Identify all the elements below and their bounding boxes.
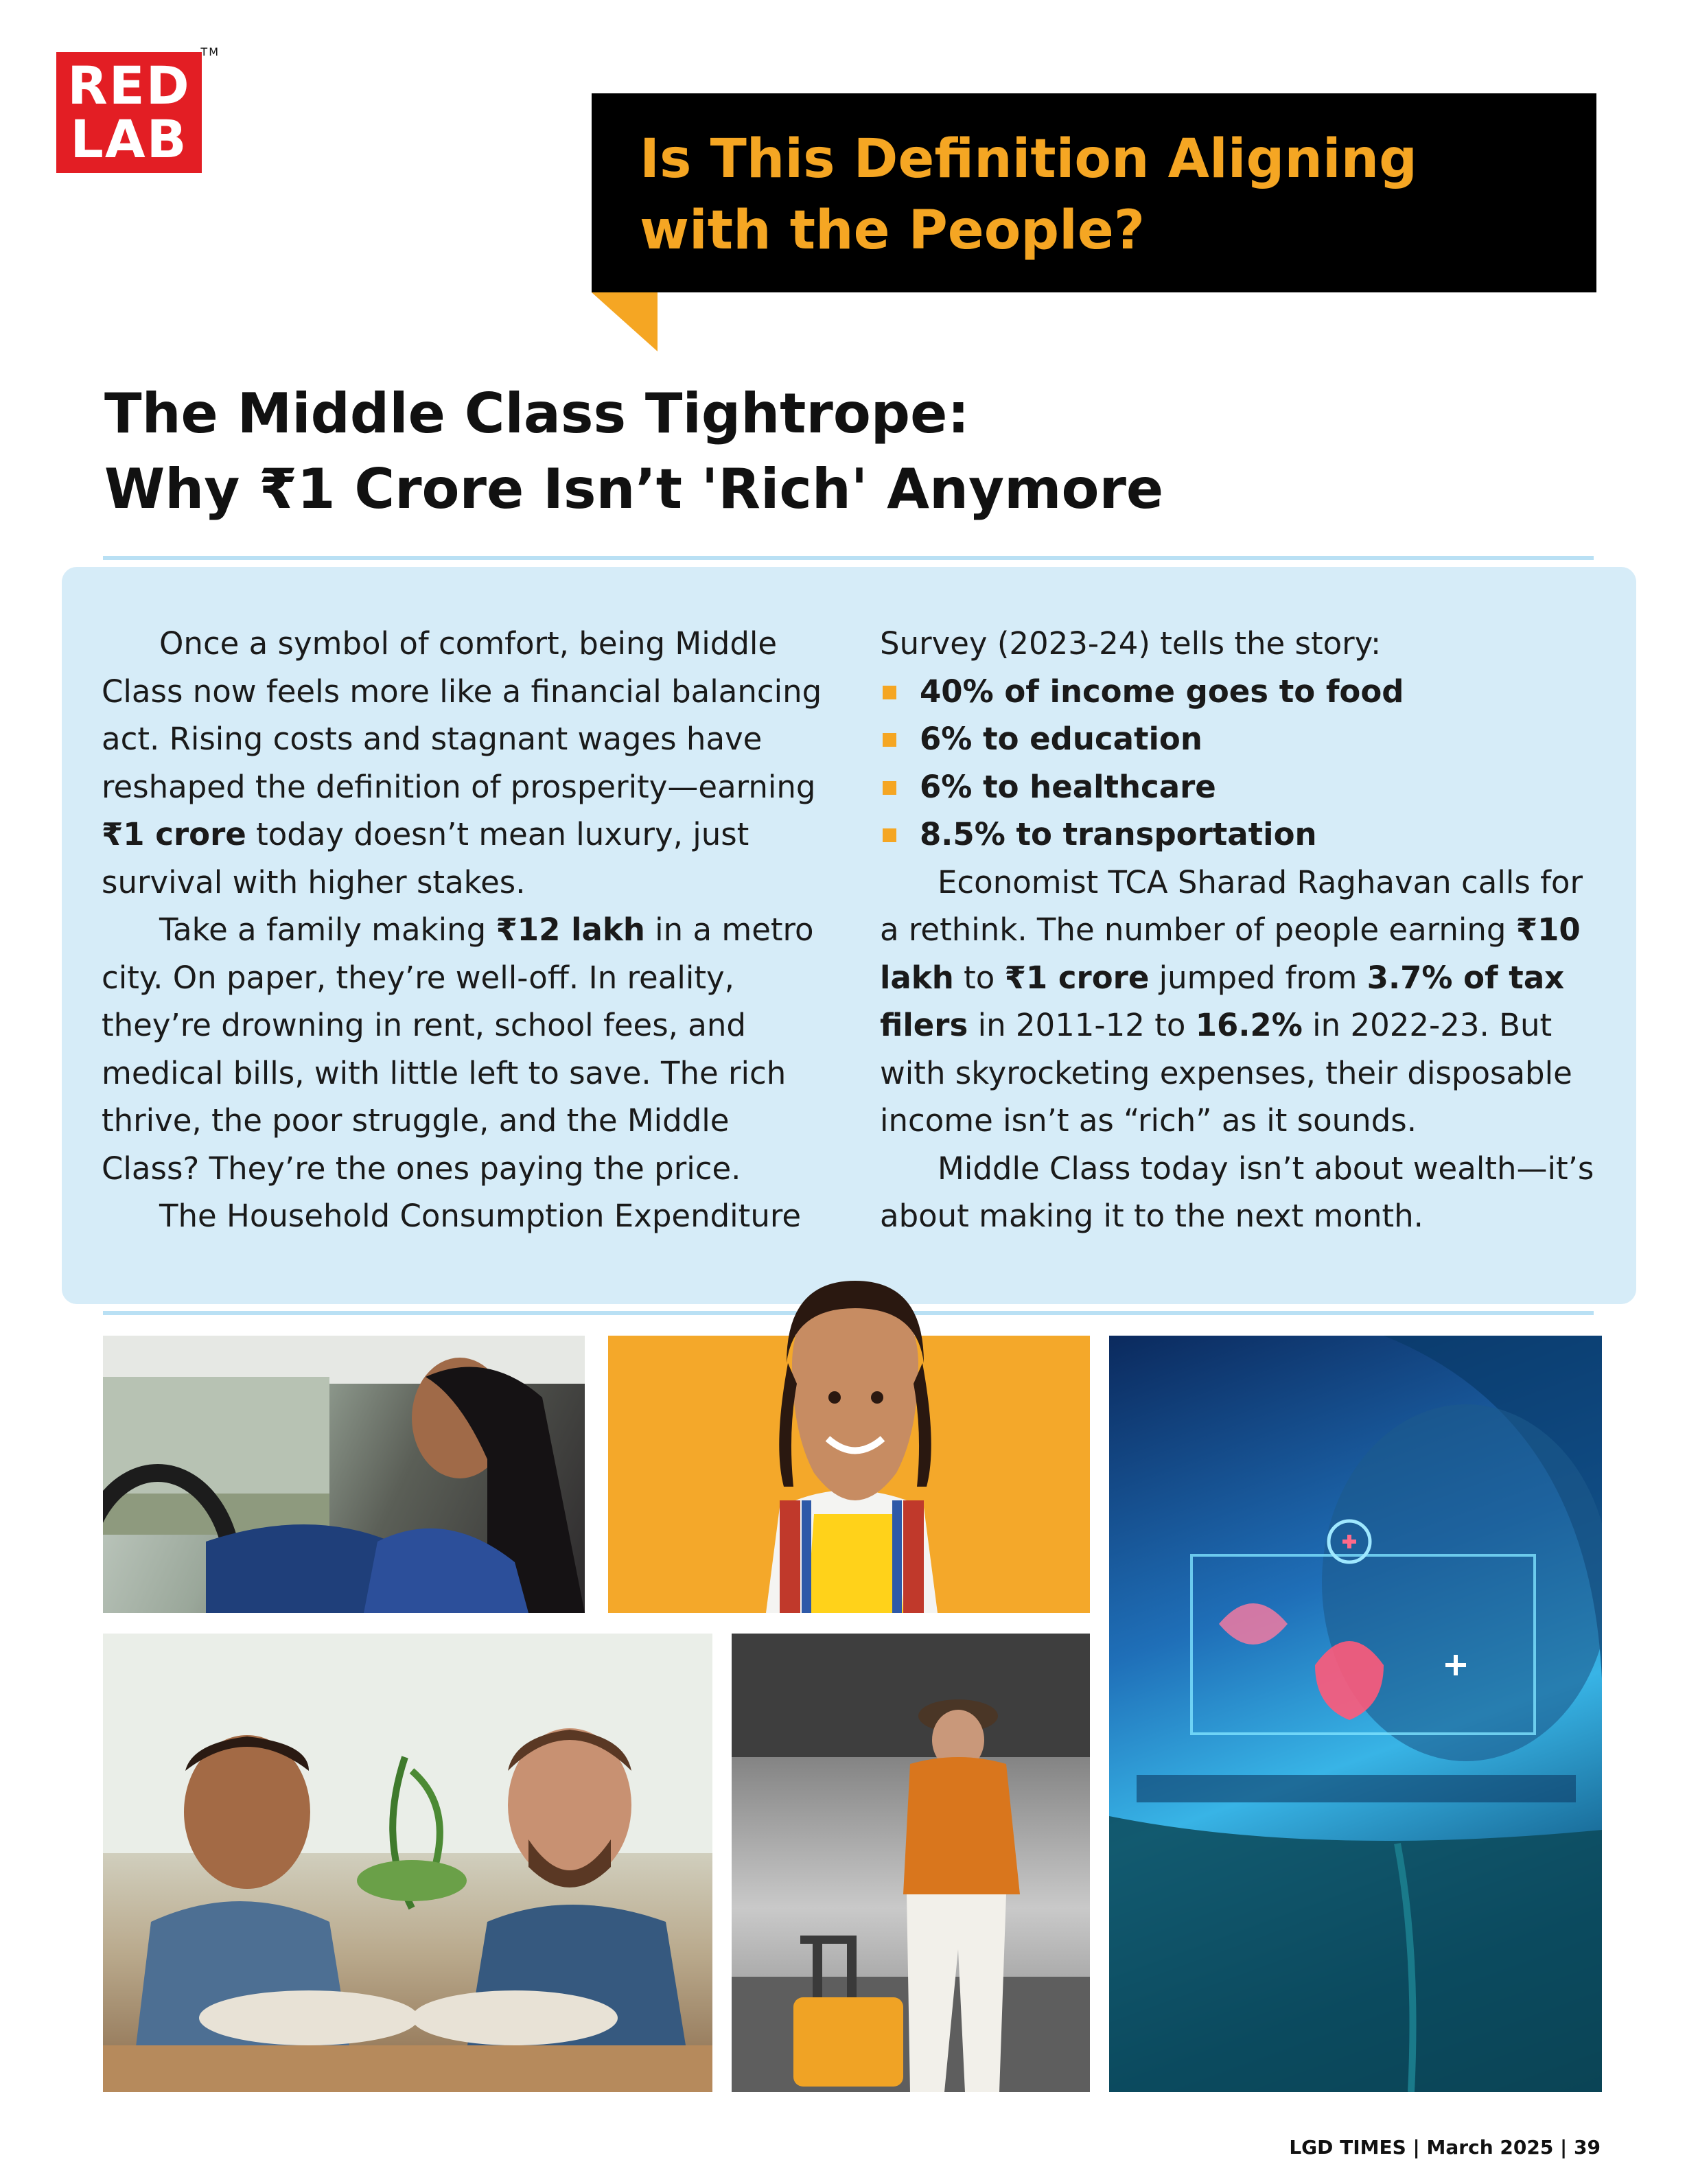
photo-medical-technology <box>1109 1336 1602 2092</box>
logo-line-2: LAB <box>70 108 188 170</box>
headline-line-1: The Middle Class Tightrope: <box>104 382 970 445</box>
paragraph-2: Take a family making ₹12 lakh in a metro city. On paper, they’re well-off. In reality, they’re drowning in rent, school fees, and medical bills, with little left to save. The rich thrive, the poor struggle, and the Middle Class? They’re the ones paying the price. <box>102 911 814 1187</box>
article-column-right <box>880 620 1601 1240</box>
article-column-left <box>102 620 829 1240</box>
top-divider <box>103 556 1594 560</box>
photo-men-dining <box>103 1634 712 2092</box>
list-item: 6% to healthcare <box>880 763 1601 811</box>
brand-logo <box>56 45 220 173</box>
paragraph-3-continued: Survey (2023-24) tells the story: <box>880 625 1382 662</box>
trademark-mark: TM <box>200 45 220 58</box>
paragraph-1: Once a symbol of comfort, being Middle Class now feels more like a financial balancing act. Rising costs and stagnant wages have reshaped the definition of prosperity—earning ₹1 crore today doesn’t mean luxury, just survival with higher stakes. <box>102 625 822 901</box>
banner-tail-decoration <box>592 292 658 351</box>
list-item: 8.5% to transportation <box>880 811 1601 859</box>
article-headline <box>104 376 1163 527</box>
logo-line-1: RED <box>67 55 191 116</box>
paragraph-3: The Household Consumption Expenditure <box>159 1198 802 1234</box>
paragraph-5: Middle Class today isn’t about wealth—it’s about making it to the next month. <box>880 1150 1594 1234</box>
spending-list <box>880 668 1601 859</box>
photo-woman-driving <box>103 1336 585 1613</box>
headline-line-2: Why ₹1 Crore Isn’t 'Rich' Anymore <box>104 457 1164 521</box>
photo-smiling-girl <box>608 1336 1090 1613</box>
paragraph-4: Economist TCA Sharad Raghavan calls for a rethink. The number of people earning ₹10 lakh to ₹1 crore jumped from 3.7% of tax filers in 2011-12 to 16.2% in 2022-23. But with skyrocketing expenses, their disposable income isn’t as “rich” as it sounds. <box>880 863 1583 1139</box>
list-item: 40% of income goes to food <box>880 668 1601 716</box>
list-item: 6% to education <box>880 715 1601 763</box>
page-footer: LGD TIMES | March 2025 | 39 <box>1289 2136 1601 2159</box>
banner-title: Is This Definition Aligning with the People? <box>640 128 1417 262</box>
section-banner <box>592 93 1596 292</box>
photo-traveler-luggage <box>732 1634 1090 2092</box>
